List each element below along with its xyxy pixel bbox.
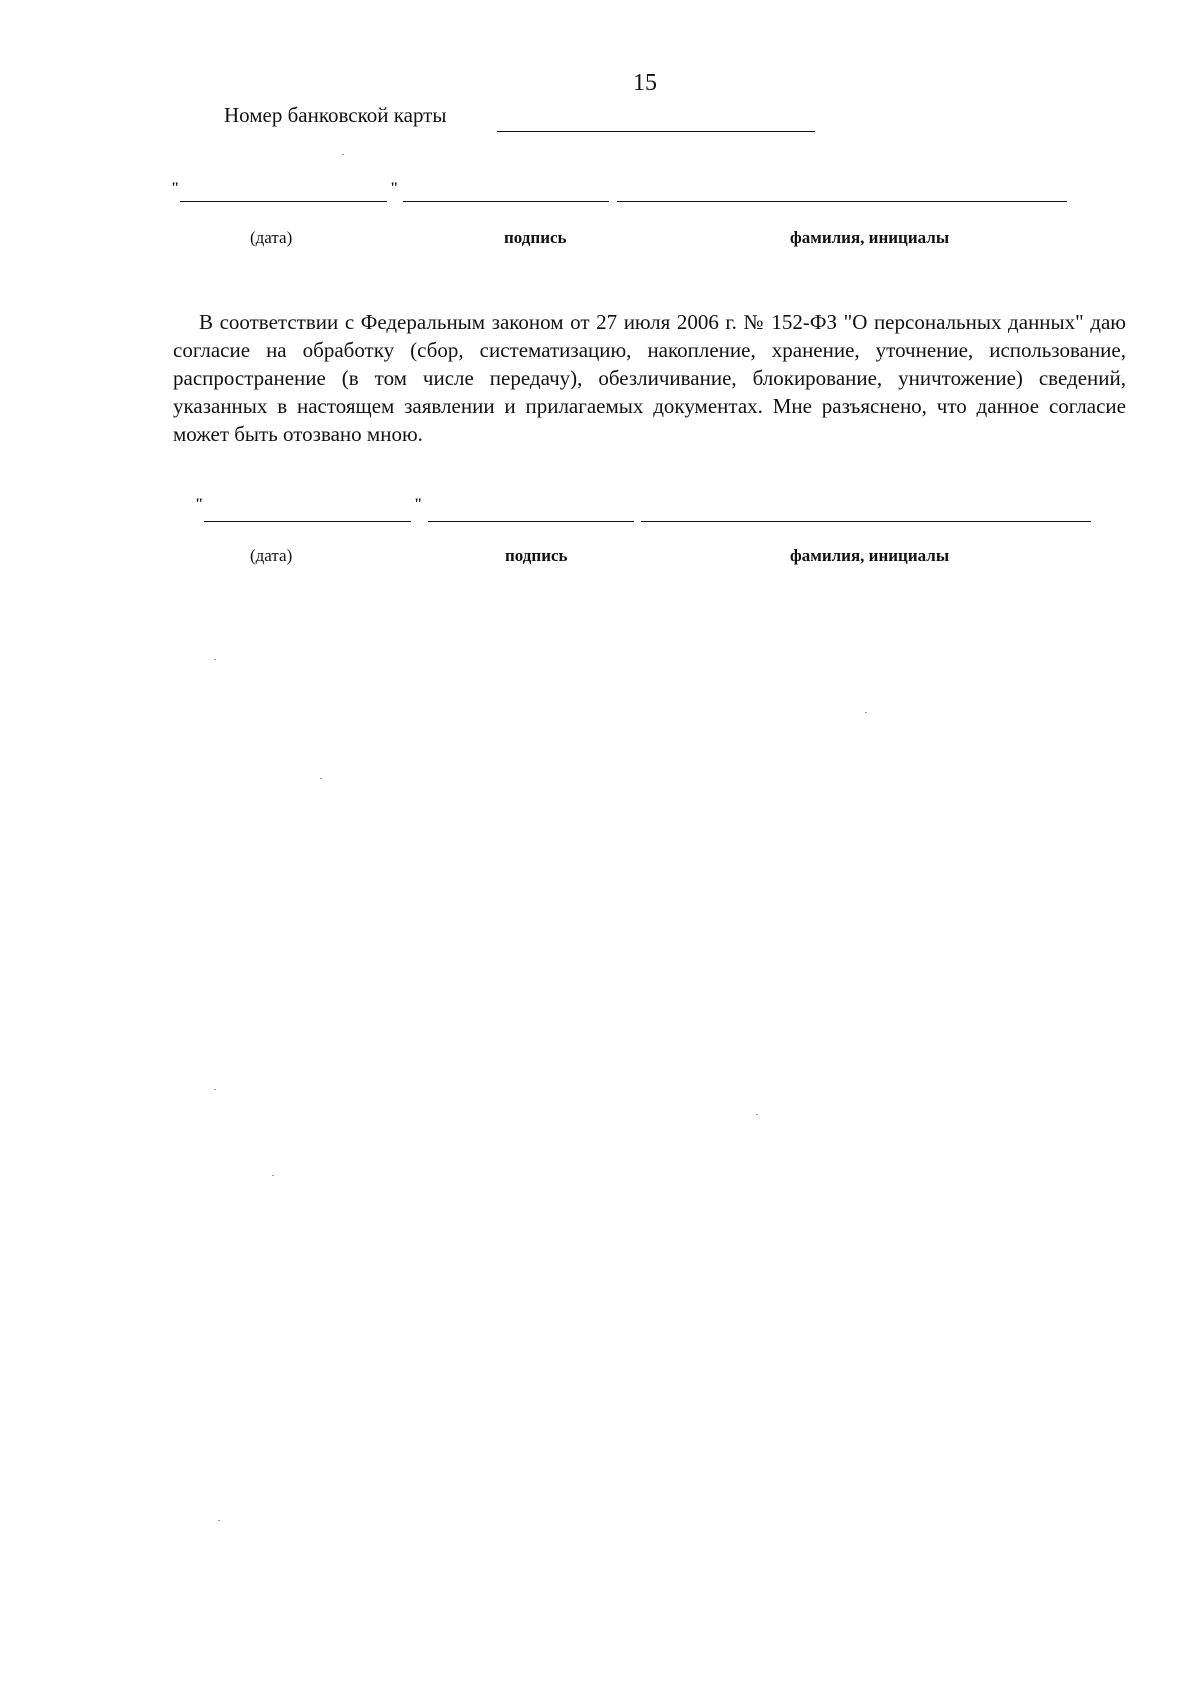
- scan-speck: [214, 659, 216, 660]
- scan-speck: [272, 1175, 274, 1176]
- scan-speck: [214, 1089, 216, 1090]
- date-caption: (дата): [250, 228, 293, 247]
- signature-field-line[interactable]: [403, 201, 609, 202]
- signature-caption: подпись: [504, 228, 567, 247]
- consent-paragraph: [173, 308, 1126, 448]
- signature-field-line-2[interactable]: [428, 521, 634, 522]
- date-field-line-2[interactable]: [204, 521, 411, 522]
- scan-speck: [756, 1114, 758, 1115]
- bank-card-field-line[interactable]: [497, 131, 815, 132]
- date-caption-2: (дата): [250, 546, 293, 565]
- page-number: 15: [633, 70, 657, 96]
- date-close-quote-2: ": [414, 496, 423, 512]
- name-field-line-2[interactable]: [641, 521, 1091, 522]
- consent-text: В соответствии с Федеральным законом от 27 июля 2006 г. № 152-ФЗ "О персональных данных" даю согласие на обработку (сбор, систематизацию, накопление, хранение, уточнение, использование, распространение (в том числе передачу), обезличивание, блокирование, уничтожение) сведений, указанных в настоящем заявлении и прилагаемых документах. Мне разъяснено, что данное согласие может быть отозвано мною.: [173, 310, 1126, 446]
- bank-card-label: Номер банковской карты: [224, 103, 447, 127]
- date-field-line[interactable]: [180, 201, 387, 202]
- name-caption-2: фамилия, инициалы: [790, 546, 950, 565]
- date-close-quote: ": [390, 180, 399, 196]
- scan-speck: [342, 154, 344, 155]
- date-open-quote-2: ": [195, 496, 204, 512]
- name-field-line[interactable]: [617, 201, 1067, 202]
- scan-speck: [865, 712, 867, 713]
- name-caption: фамилия, инициалы: [790, 228, 950, 247]
- signature-caption-2: подпись: [505, 546, 568, 565]
- date-open-quote: ": [171, 180, 180, 196]
- scan-speck: [218, 1520, 220, 1521]
- scan-speck: [320, 778, 322, 779]
